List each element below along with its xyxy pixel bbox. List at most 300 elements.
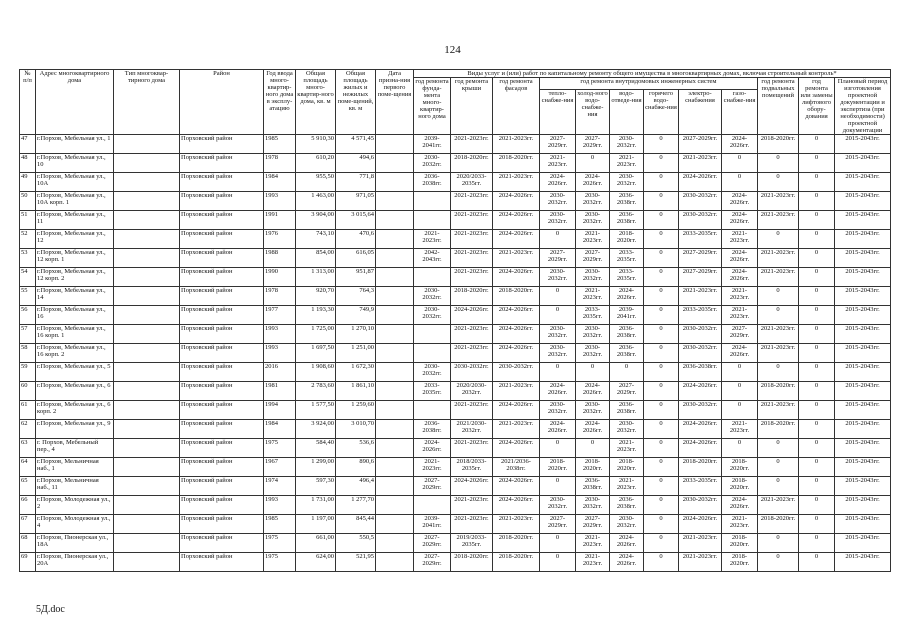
cell-address: г. Порхов, Мебельный пер., 4 bbox=[36, 439, 114, 458]
cell-heat: 2024-2026гг. bbox=[540, 382, 576, 401]
cell-area-total: 661,00 bbox=[296, 534, 336, 553]
cell-basement: 2021-2023гг. bbox=[758, 401, 799, 420]
cell-basement: 0 bbox=[758, 553, 799, 572]
cell-sewer: 2024-2026гг. bbox=[610, 534, 644, 553]
cell-area-res: 550,5 bbox=[336, 534, 376, 553]
cell-roof: 2021-2023гг. bbox=[451, 515, 493, 534]
cell-sewer: 2030-2032гг. bbox=[610, 515, 644, 534]
cell-area-res: 1 251,00 bbox=[336, 344, 376, 363]
table-row bbox=[20, 458, 891, 477]
th-area-res: Общая площадь жилых и нежилых поме-щений, кв. м bbox=[336, 70, 376, 135]
cell-planned: 2015-2043гг. bbox=[835, 268, 891, 287]
cell-sewer: 2036-2038гг. bbox=[610, 496, 644, 515]
cell-hot: 0 bbox=[644, 515, 679, 534]
cell-sewer: 2036-2038гг. bbox=[610, 192, 644, 211]
cell-planned: 2015-2043гг. bbox=[835, 192, 891, 211]
cell-gas: 0 bbox=[722, 363, 758, 382]
cell-basement: 0 bbox=[758, 230, 799, 249]
cell-area-total: 610,20 bbox=[296, 154, 336, 173]
cell-address: г.Порхов, Мебельная ул., 12 bbox=[36, 230, 114, 249]
cell-roof: 2018-2020гг. bbox=[451, 287, 493, 306]
cell-area-total: 955,50 bbox=[296, 173, 336, 192]
table-row bbox=[20, 420, 891, 439]
cell-elec: 2033-2035гг. bbox=[679, 230, 722, 249]
th-district: Район bbox=[180, 70, 264, 135]
cell-lift: 0 bbox=[799, 534, 835, 553]
cell-area-res: 1 672,30 bbox=[336, 363, 376, 382]
cell-cold: 2021-2023гг. bbox=[576, 553, 610, 572]
cell-address: г.Порхов, Молодежная ул., 4 bbox=[36, 515, 114, 534]
cell-lift: 0 bbox=[799, 135, 835, 154]
cell-district: Порховский район bbox=[180, 287, 264, 306]
table-row bbox=[20, 553, 891, 572]
cell-foundation: 2033-2035гг. bbox=[414, 382, 451, 401]
cell-district: Порховский район bbox=[180, 534, 264, 553]
cell-facade: 2024-2026гг. bbox=[493, 211, 540, 230]
cell-area-res: 616,05 bbox=[336, 249, 376, 268]
cell-elec: 2030-2032гг. bbox=[679, 211, 722, 230]
cell-elec: 2027-2029гг. bbox=[679, 249, 722, 268]
cell-elec: 2021-2023гг. bbox=[679, 154, 722, 173]
cell-lift: 0 bbox=[799, 477, 835, 496]
cell-area-res: 764,3 bbox=[336, 287, 376, 306]
cell-roof: 2021-2023гг. bbox=[451, 439, 493, 458]
cell-num: 56 bbox=[20, 306, 36, 325]
cell-facade: 2024-2026гг. bbox=[493, 325, 540, 344]
cell-year: 1978 bbox=[264, 287, 296, 306]
cell-hot: 0 bbox=[644, 192, 679, 211]
cell-basement: 2021-2023гг. bbox=[758, 325, 799, 344]
cell-date bbox=[376, 363, 414, 382]
cell-lift: 0 bbox=[799, 325, 835, 344]
cell-type bbox=[114, 287, 180, 306]
cell-type bbox=[114, 534, 180, 553]
cell-lift: 0 bbox=[799, 344, 835, 363]
cell-type bbox=[114, 439, 180, 458]
cell-facade: 2024-2026гг. bbox=[493, 268, 540, 287]
cell-lift: 0 bbox=[799, 382, 835, 401]
cell-year: 1988 bbox=[264, 249, 296, 268]
cell-lift: 0 bbox=[799, 192, 835, 211]
cell-facade: 2021-2023гг. bbox=[493, 382, 540, 401]
cell-heat: 2030-2032гг. bbox=[540, 211, 576, 230]
cell-roof: 2018-2020гг. bbox=[451, 553, 493, 572]
cell-hot: 0 bbox=[644, 287, 679, 306]
cell-type bbox=[114, 230, 180, 249]
cell-roof: 2019/2033-2035гг. bbox=[451, 534, 493, 553]
cell-planned: 2015-2043гг. bbox=[835, 515, 891, 534]
cell-heat: 2027-2029гг. bbox=[540, 135, 576, 154]
cell-facade: 2018-2020гг. bbox=[493, 287, 540, 306]
cell-planned: 2015-2043гг. bbox=[835, 230, 891, 249]
cell-lift: 0 bbox=[799, 268, 835, 287]
cell-hot: 0 bbox=[644, 344, 679, 363]
cell-gas: 2021-2023гг. bbox=[722, 420, 758, 439]
cell-basement: 2021-2023гг. bbox=[758, 496, 799, 515]
cell-date bbox=[376, 135, 414, 154]
cell-address: г.Порхов, Пионерская ул., 20А bbox=[36, 553, 114, 572]
cell-area-res: 536,6 bbox=[336, 439, 376, 458]
cell-district: Порховский район bbox=[180, 553, 264, 572]
cell-sewer: 2033-2035гг. bbox=[610, 268, 644, 287]
cell-basement: 2021-2023гг. bbox=[758, 211, 799, 230]
cell-gas: 2018-2020гг. bbox=[722, 477, 758, 496]
cell-num: 49 bbox=[20, 173, 36, 192]
cell-date bbox=[376, 211, 414, 230]
cell-type bbox=[114, 249, 180, 268]
cell-foundation bbox=[414, 268, 451, 287]
cell-roof: 2021-2023гг. bbox=[451, 211, 493, 230]
cell-sewer: 2030-2032гг. bbox=[610, 173, 644, 192]
cell-area-total: 5 910,30 bbox=[296, 135, 336, 154]
cell-address: г.Порхов, Мебельная ул., 6 корп. 2 bbox=[36, 401, 114, 420]
cell-year: 1994 bbox=[264, 401, 296, 420]
cell-elec: 2030-2032гг. bbox=[679, 344, 722, 363]
cell-roof: 2024-2026гг. bbox=[451, 477, 493, 496]
cell-district: Порховский район bbox=[180, 135, 264, 154]
cell-facade: 2024-2026гг. bbox=[493, 230, 540, 249]
cell-num: 64 bbox=[20, 458, 36, 477]
cell-num: 61 bbox=[20, 401, 36, 420]
th-facade: год ремонта фасадов bbox=[493, 78, 540, 135]
cell-district: Порховский район bbox=[180, 173, 264, 192]
cell-sewer: 2033-2035гг. bbox=[610, 249, 644, 268]
cell-hot: 0 bbox=[644, 382, 679, 401]
cell-planned: 2015-2043гг. bbox=[835, 287, 891, 306]
cell-foundation: 2030-2032гг. bbox=[414, 363, 451, 382]
cell-address: г.Порхов, Мебельная ул., 12 корп. 2 bbox=[36, 268, 114, 287]
cell-basement: 0 bbox=[758, 458, 799, 477]
cell-facade: 2021-2023гг. bbox=[493, 173, 540, 192]
cell-sewer: 2027-2029гг. bbox=[610, 382, 644, 401]
cell-cold: 2030-2032гг. bbox=[576, 496, 610, 515]
cell-cold: 2030-2032гг. bbox=[576, 268, 610, 287]
cell-sewer: 2039-2041гг. bbox=[610, 306, 644, 325]
cell-cold: 2030-2032гг. bbox=[576, 344, 610, 363]
cell-facade: 2021/2036-2038гг. bbox=[493, 458, 540, 477]
table-row bbox=[20, 135, 891, 154]
table-row bbox=[20, 477, 891, 496]
cell-roof: 2021-2023гг. bbox=[451, 230, 493, 249]
cell-area-total: 3 924,00 bbox=[296, 420, 336, 439]
cell-hot: 0 bbox=[644, 135, 679, 154]
cell-cold: 2027-2029гг. bbox=[576, 515, 610, 534]
cell-num: 67 bbox=[20, 515, 36, 534]
cell-foundation bbox=[414, 325, 451, 344]
cell-heat: 0 bbox=[540, 439, 576, 458]
cell-type bbox=[114, 458, 180, 477]
cell-roof: 2021-2023гг. bbox=[451, 325, 493, 344]
cell-area-total: 597,30 bbox=[296, 477, 336, 496]
cell-planned: 2015-2043гг. bbox=[835, 420, 891, 439]
cell-sewer: 2021-2023гг. bbox=[610, 477, 644, 496]
cell-num: 52 bbox=[20, 230, 36, 249]
cell-area-res: 496,4 bbox=[336, 477, 376, 496]
cell-cold: 2030-2032гг. bbox=[576, 325, 610, 344]
cell-date bbox=[376, 325, 414, 344]
cell-district: Порховский район bbox=[180, 344, 264, 363]
cell-roof: 2021-2023гг. bbox=[451, 496, 493, 515]
cell-heat: 2024-2026гг. bbox=[540, 420, 576, 439]
cell-type bbox=[114, 268, 180, 287]
cell-area-res: 1 277,70 bbox=[336, 496, 376, 515]
cell-num: 68 bbox=[20, 534, 36, 553]
cell-area-res: 971,05 bbox=[336, 192, 376, 211]
cell-area-total: 1 731,00 bbox=[296, 496, 336, 515]
cell-gas: 2018-2020гг. bbox=[722, 534, 758, 553]
cell-cold: 2021-2023гг. bbox=[576, 287, 610, 306]
cell-area-total: 1 725,00 bbox=[296, 325, 336, 344]
cell-year: 2016 bbox=[264, 363, 296, 382]
cell-lift: 0 bbox=[799, 230, 835, 249]
cell-gas: 2024-2026гг. bbox=[722, 211, 758, 230]
cell-basement: 0 bbox=[758, 173, 799, 192]
cell-district: Порховский район bbox=[180, 154, 264, 173]
cell-area-res: 494,6 bbox=[336, 154, 376, 173]
cell-area-total: 3 904,00 bbox=[296, 211, 336, 230]
table-row bbox=[20, 496, 891, 515]
cell-roof: 2021-2023гг. bbox=[451, 344, 493, 363]
cell-date bbox=[376, 401, 414, 420]
cell-roof: 2021-2023гг. bbox=[451, 135, 493, 154]
cell-sewer: 2018-2020гг. bbox=[610, 230, 644, 249]
cell-year: 1991 bbox=[264, 211, 296, 230]
cell-heat: 0 bbox=[540, 306, 576, 325]
cell-heat: 0 bbox=[540, 230, 576, 249]
cell-district: Порховский район bbox=[180, 325, 264, 344]
cell-foundation bbox=[414, 344, 451, 363]
cell-elec: 2024-2026гг. bbox=[679, 439, 722, 458]
cell-date bbox=[376, 192, 414, 211]
cell-address: г.Порхов, Мебельная ул., 9 bbox=[36, 420, 114, 439]
cell-planned: 2015-2043гг. bbox=[835, 344, 891, 363]
cell-num: 62 bbox=[20, 420, 36, 439]
cell-foundation: 2021-2023гг. bbox=[414, 230, 451, 249]
cell-foundation: 2036-2038гг. bbox=[414, 420, 451, 439]
cell-elec: 2021-2023гг. bbox=[679, 553, 722, 572]
cell-cold: 2030-2032гг. bbox=[576, 211, 610, 230]
table-row bbox=[20, 249, 891, 268]
cell-elec: 2030-2032гг. bbox=[679, 192, 722, 211]
cell-date bbox=[376, 287, 414, 306]
cell-hot: 0 bbox=[644, 325, 679, 344]
cell-area-res: 470,6 bbox=[336, 230, 376, 249]
cell-cold: 2024-2026гг. bbox=[576, 173, 610, 192]
cell-type bbox=[114, 496, 180, 515]
cell-foundation: 2027-2029гг. bbox=[414, 477, 451, 496]
cell-roof: 2021-2023гг. bbox=[451, 192, 493, 211]
cell-cold: 2027-2029гг. bbox=[576, 135, 610, 154]
cell-address: г.Порхов, Мебельная ул., 16 корп. 1 bbox=[36, 325, 114, 344]
th-area-total: Общая площадь много-квартир-ного дома, кв. м bbox=[296, 70, 336, 135]
cell-gas: 2018-2020гг. bbox=[722, 553, 758, 572]
cell-district: Порховский район bbox=[180, 363, 264, 382]
cell-foundation bbox=[414, 496, 451, 515]
cell-foundation bbox=[414, 211, 451, 230]
cell-date bbox=[376, 154, 414, 173]
table-row bbox=[20, 515, 891, 534]
cell-num: 60 bbox=[20, 382, 36, 401]
cell-elec: 2024-2026гг. bbox=[679, 382, 722, 401]
table-row bbox=[20, 439, 891, 458]
cell-basement: 0 bbox=[758, 306, 799, 325]
cell-gas: 2021-2023гг. bbox=[722, 230, 758, 249]
cell-heat: 2030-2032гг. bbox=[540, 344, 576, 363]
th-gas: газо-снабже-ния bbox=[722, 90, 758, 135]
cell-cold: 2021-2023гг. bbox=[576, 230, 610, 249]
cell-type bbox=[114, 192, 180, 211]
cell-area-total: 1 193,30 bbox=[296, 306, 336, 325]
cell-area-res: 1 270,10 bbox=[336, 325, 376, 344]
cell-gas: 2024-2026гг. bbox=[722, 135, 758, 154]
cell-address: г.Порхов, Мебельная ул., 1 bbox=[36, 135, 114, 154]
table-row bbox=[20, 306, 891, 325]
cell-planned: 2015-2043гг. bbox=[835, 154, 891, 173]
cell-facade: 2024-2026гг. bbox=[493, 477, 540, 496]
cell-facade: 2024-2026гг. bbox=[493, 401, 540, 420]
cell-gas: 2027-2029гг. bbox=[722, 325, 758, 344]
cell-date bbox=[376, 420, 414, 439]
table-row bbox=[20, 534, 891, 553]
cell-area-total: 1 908,60 bbox=[296, 363, 336, 382]
cell-planned: 2015-2043гг. bbox=[835, 363, 891, 382]
cell-num: 47 bbox=[20, 135, 36, 154]
cell-facade: 2018-2020гг. bbox=[493, 534, 540, 553]
cell-planned: 2015-2043гг. bbox=[835, 306, 891, 325]
cell-num: 57 bbox=[20, 325, 36, 344]
cell-hot: 0 bbox=[644, 477, 679, 496]
cell-type bbox=[114, 382, 180, 401]
cell-gas: 2024-2026гг. bbox=[722, 344, 758, 363]
cell-gas: 2021-2023гг. bbox=[722, 287, 758, 306]
cell-heat: 2030-2032гг. bbox=[540, 325, 576, 344]
cell-lift: 0 bbox=[799, 173, 835, 192]
cell-basement: 2021-2023гг. bbox=[758, 192, 799, 211]
cell-address: г.Порхов, Мебельная ул., 10А bbox=[36, 173, 114, 192]
cell-address: г.Порхов, Мебельная ул., 10 bbox=[36, 154, 114, 173]
page-number: 124 bbox=[444, 44, 461, 56]
cell-heat: 2030-2032гг. bbox=[540, 496, 576, 515]
cell-heat: 2030-2032гг. bbox=[540, 268, 576, 287]
cell-facade: 2024-2026гг. bbox=[493, 192, 540, 211]
cell-gas: 2024-2026гг. bbox=[722, 496, 758, 515]
table-row bbox=[20, 363, 891, 382]
cell-type bbox=[114, 401, 180, 420]
cell-hot: 0 bbox=[644, 534, 679, 553]
cell-address: г.Порхов, Мельничная наб., 1 bbox=[36, 458, 114, 477]
cell-year: 1984 bbox=[264, 420, 296, 439]
cell-planned: 2015-2043гг. bbox=[835, 249, 891, 268]
cell-type bbox=[114, 211, 180, 230]
cell-year: 1975 bbox=[264, 534, 296, 553]
cell-address: г.Порхов, Мебельная ул., 11 bbox=[36, 211, 114, 230]
cell-elec: 2030-2032гг. bbox=[679, 325, 722, 344]
cell-cold: 2030-2032гг. bbox=[576, 401, 610, 420]
cell-district: Порховский район bbox=[180, 496, 264, 515]
cell-type bbox=[114, 344, 180, 363]
cell-heat: 0 bbox=[540, 363, 576, 382]
cell-area-total: 1 463,00 bbox=[296, 192, 336, 211]
cell-num: 66 bbox=[20, 496, 36, 515]
cell-heat: 0 bbox=[540, 477, 576, 496]
cell-basement: 2018-2020гг. bbox=[758, 515, 799, 534]
table-row bbox=[20, 268, 891, 287]
cell-facade: 2018-2020гг. bbox=[493, 553, 540, 572]
cell-roof: 2020/2033-2035гг. bbox=[451, 173, 493, 192]
cell-foundation bbox=[414, 192, 451, 211]
cell-sewer: 2021-2023гг. bbox=[610, 154, 644, 173]
cell-sewer: 2036-2038гг. bbox=[610, 211, 644, 230]
cell-area-res: 845,44 bbox=[336, 515, 376, 534]
cell-hot: 0 bbox=[644, 553, 679, 572]
cell-sewer: 2024-2026гг. bbox=[610, 287, 644, 306]
cell-basement: 0 bbox=[758, 477, 799, 496]
cell-cold: 2036-2038гг. bbox=[576, 477, 610, 496]
cell-gas: 0 bbox=[722, 382, 758, 401]
cell-year: 1981 bbox=[264, 382, 296, 401]
cell-date bbox=[376, 268, 414, 287]
cell-roof: 2018/2033-2035гг. bbox=[451, 458, 493, 477]
cell-lift: 0 bbox=[799, 363, 835, 382]
cell-planned: 2015-2043гг. bbox=[835, 135, 891, 154]
cell-type bbox=[114, 363, 180, 382]
cell-year: 1976 bbox=[264, 230, 296, 249]
cell-facade: 2024-2026гг. bbox=[493, 306, 540, 325]
cell-cold: 2018-2020гг. bbox=[576, 458, 610, 477]
cell-cold: 2027-2029гг. bbox=[576, 249, 610, 268]
cell-lift: 0 bbox=[799, 287, 835, 306]
cell-type bbox=[114, 553, 180, 572]
cell-year: 1984 bbox=[264, 173, 296, 192]
cell-area-res: 890,6 bbox=[336, 458, 376, 477]
cell-district: Порховский район bbox=[180, 382, 264, 401]
cell-gas: 0 bbox=[722, 439, 758, 458]
cell-type bbox=[114, 135, 180, 154]
cell-cold: 2030-2032гг. bbox=[576, 192, 610, 211]
th-eng-group: год ремонта внутридомовых инженерных систем bbox=[540, 78, 758, 90]
cell-address: г.Порхов, Мебельная ул., 14 bbox=[36, 287, 114, 306]
cell-type bbox=[114, 325, 180, 344]
cell-district: Порховский район bbox=[180, 306, 264, 325]
cell-planned: 2015-2043гг. bbox=[835, 211, 891, 230]
cell-foundation: 2042-2043гг. bbox=[414, 249, 451, 268]
cell-heat: 2018-2020гг. bbox=[540, 458, 576, 477]
cell-hot: 0 bbox=[644, 496, 679, 515]
cell-facade: 2030-2032гг. bbox=[493, 363, 540, 382]
cell-year: 1974 bbox=[264, 477, 296, 496]
cell-gas: 2024-2026гг. bbox=[722, 192, 758, 211]
cell-foundation: 2021-2023гг. bbox=[414, 458, 451, 477]
cell-area-total: 2 783,60 bbox=[296, 382, 336, 401]
cell-roof: 2024-2026гг. bbox=[451, 306, 493, 325]
cell-basement: 0 bbox=[758, 363, 799, 382]
table-row bbox=[20, 325, 891, 344]
cell-facade: 2024-2026гг. bbox=[493, 496, 540, 515]
cell-basement: 2018-2020гг. bbox=[758, 382, 799, 401]
cell-cold: 0 bbox=[576, 154, 610, 173]
cell-foundation bbox=[414, 401, 451, 420]
cell-lift: 0 bbox=[799, 553, 835, 572]
cell-area-res: 4 571,45 bbox=[336, 135, 376, 154]
table-row bbox=[20, 287, 891, 306]
cell-address: г.Порхов, Мебельная ул., 5 bbox=[36, 363, 114, 382]
table-row bbox=[20, 382, 891, 401]
cell-num: 65 bbox=[20, 477, 36, 496]
cell-sewer: 2018-2020гг. bbox=[610, 458, 644, 477]
cell-num: 63 bbox=[20, 439, 36, 458]
cell-hot: 0 bbox=[644, 230, 679, 249]
cell-area-total: 920,70 bbox=[296, 287, 336, 306]
